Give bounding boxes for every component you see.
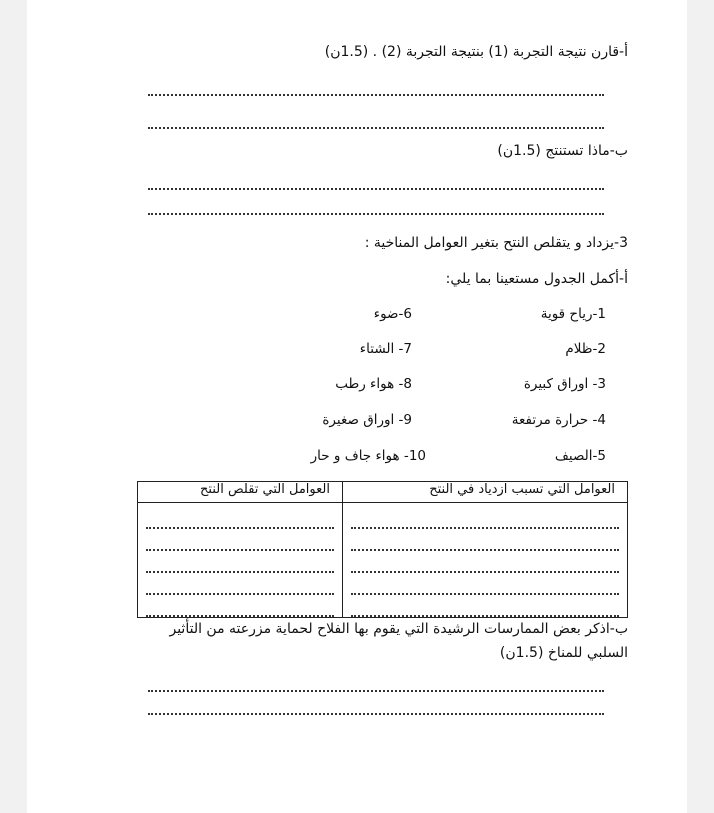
answer-line[interactable]	[148, 713, 604, 715]
question-3-heading: 3-يزداد و يتقلص النتح بتغير العوامل المناخية :	[364, 235, 628, 251]
question-a-compare: أ-قارن نتيجة التجربة (1) بنتيجة التجربة (2) . (1.5ن)	[324, 44, 628, 60]
answer-line[interactable]	[351, 595, 619, 617]
question-3a-instruction: أ-أكمل الجدول مستعينا بما يلي:	[445, 271, 628, 287]
header-decrease-transpiration: العوامل التي تقلص النتح	[138, 482, 343, 503]
answer-line[interactable]	[146, 551, 334, 573]
factor-item: 7- الشتاء	[359, 341, 412, 357]
answer-line[interactable]	[146, 595, 334, 617]
factor-item: 10- هواء جاف و حار	[310, 448, 426, 464]
answer-line[interactable]	[148, 94, 604, 96]
increase-answer-cell[interactable]	[342, 503, 627, 618]
answer-line[interactable]	[351, 507, 619, 529]
factor-item: 9- اوراق صغيرة	[322, 412, 412, 428]
answer-line[interactable]	[146, 573, 334, 595]
factors-table	[137, 481, 628, 618]
question-3b-line2: السلبي للمناخ (1.5ن)	[499, 645, 628, 661]
answer-line[interactable]	[351, 529, 619, 551]
answer-line[interactable]	[146, 507, 334, 529]
factor-item: 2-ظلام	[565, 341, 606, 357]
answer-line[interactable]	[351, 573, 619, 595]
decrease-answer-cell[interactable]	[138, 503, 343, 618]
factor-item: 8- هواء رطب	[335, 376, 412, 392]
answer-line[interactable]	[148, 690, 604, 692]
factor-item: 3- اوراق كبيرة	[523, 376, 606, 392]
answer-line[interactable]	[146, 529, 334, 551]
factor-item: 6-ضوء	[373, 306, 412, 322]
header-increase-transpiration: العوامل التي تسبب ازدياد في النتح	[342, 482, 627, 503]
question-3b-line1: ب-اذكر بعض الممارسات الرشيدة التي يقوم بها الفلاح لحماية مزرعته من التأثير	[169, 621, 628, 637]
answer-line[interactable]	[148, 127, 604, 129]
factor-item: 5-الصيف	[554, 448, 606, 464]
answer-line[interactable]	[148, 188, 604, 190]
factor-item: 4- حرارة مرتفعة	[511, 412, 606, 428]
factor-item: 1-رياح قوية	[540, 306, 606, 322]
answer-line[interactable]	[351, 551, 619, 573]
question-b-conclude: ب-ماذا تستنتج (1.5ن)	[497, 143, 628, 159]
answer-line[interactable]	[148, 213, 604, 215]
